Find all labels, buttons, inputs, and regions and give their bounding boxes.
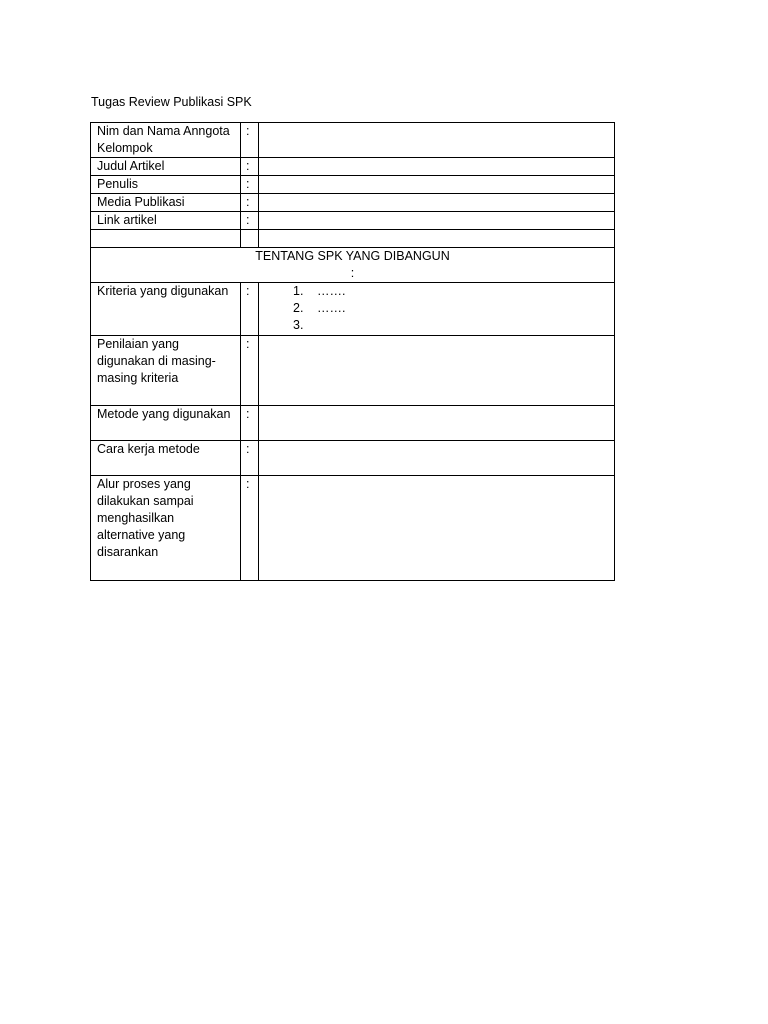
list-item-number: 1. (293, 284, 304, 298)
empty-row (91, 230, 615, 248)
section-separator: : (350, 266, 355, 280)
row-separator: : (241, 176, 259, 194)
table-row (91, 476, 615, 581)
row-value-penulis[interactable] (259, 176, 615, 194)
row-label-cara-kerja: Cara kerja metode (91, 441, 241, 476)
row-value-cara-kerja[interactable] (259, 441, 615, 476)
row-label-link-artikel: Link artikel (91, 212, 241, 230)
empty-cell[interactable] (259, 230, 615, 248)
document-title: Tugas Review Publikasi SPK (91, 95, 252, 109)
table-row (91, 336, 615, 406)
row-separator: : (241, 158, 259, 176)
row-label-nim-nama: Nim dan Nama Anngota Kelompok (91, 123, 241, 158)
section-heading-row (91, 248, 615, 283)
row-value-metode[interactable] (259, 406, 615, 441)
row-label-metode: Metode yang digunakan (91, 406, 241, 441)
section-heading-cell (91, 248, 615, 283)
table-row (91, 123, 615, 158)
list-item-number: 2. (293, 301, 304, 315)
row-separator: : (241, 194, 259, 212)
list-item (265, 283, 608, 300)
table-row (91, 158, 615, 176)
row-label-penulis: Penulis (91, 176, 241, 194)
table-row (91, 283, 615, 336)
criteria-list-cell[interactable] (259, 283, 615, 336)
table-row (91, 176, 615, 194)
criteria-list (265, 283, 608, 334)
table-row (91, 441, 615, 476)
row-value-alur-proses[interactable] (259, 476, 615, 581)
row-separator: : (241, 406, 259, 441)
row-separator: : (241, 441, 259, 476)
table-row (91, 406, 615, 441)
row-separator: : (241, 123, 259, 158)
review-form-table (90, 122, 615, 581)
row-value-link-artikel[interactable] (259, 212, 615, 230)
row-separator: : (241, 336, 259, 406)
list-item-text: ……. (317, 284, 346, 298)
list-item-text: ……. (317, 301, 346, 315)
list-item-number: 3. (293, 318, 304, 332)
row-label-kriteria: Kriteria yang digunakan (91, 283, 241, 336)
row-value-penilaian[interactable] (259, 336, 615, 406)
row-separator: : (241, 283, 259, 336)
section-heading: TENTANG SPK YANG DIBANGUN (255, 249, 450, 263)
row-value-nim-nama[interactable] (259, 123, 615, 158)
list-item (265, 317, 608, 334)
empty-cell (241, 230, 259, 248)
row-separator: : (241, 476, 259, 581)
list-item (265, 300, 608, 317)
row-separator: : (241, 212, 259, 230)
table-row (91, 212, 615, 230)
table-row (91, 194, 615, 212)
row-label-alur-proses: Alur proses yang dilakukan sampai menghasilkan alternative yang disarankan (91, 476, 241, 581)
row-label-judul-artikel: Judul Artikel (91, 158, 241, 176)
row-value-media-publikasi[interactable] (259, 194, 615, 212)
row-label-media-publikasi: Media Publikasi (91, 194, 241, 212)
row-value-judul-artikel[interactable] (259, 158, 615, 176)
empty-cell (91, 230, 241, 248)
row-label-penilaian: Penilaian yang digunakan di masing-masing kriteria (91, 336, 241, 406)
